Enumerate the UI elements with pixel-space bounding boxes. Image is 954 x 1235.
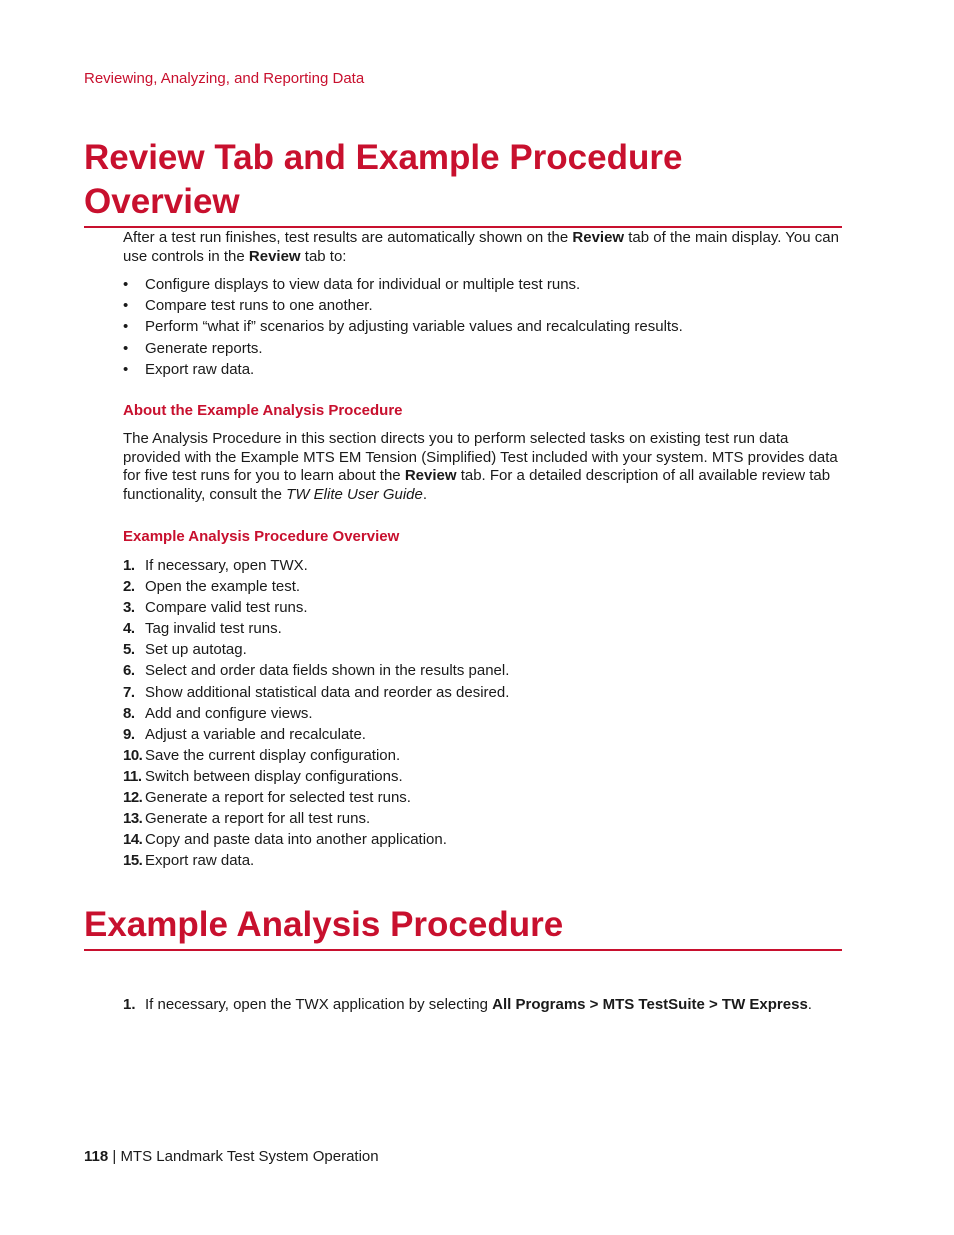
list-item [123,618,843,639]
step-number: 4. [123,620,135,638]
about-text-3: . [422,485,428,503]
list-item [123,766,843,787]
menu-path: All Programs > MTS TestSuite > TW Express [492,996,808,1013]
step-text: Generate a report for all test runs. [145,810,371,828]
step-number: 3. [123,599,135,617]
list-item-text: Perform “what if” scenarios by adjusting variable values and recalculating results. [145,318,683,336]
page-number: 118 [84,1148,109,1165]
step-number: 8. [123,704,135,722]
step-number: 9. [123,725,135,743]
section-title-review-tab: Review Tab and Example Procedure Overview [84,136,842,228]
list-item [123,703,843,724]
intro-text-1: After a test run finishes, test results are automatically shown on the [123,229,573,246]
overview-steps-list [123,555,843,871]
about-text-1: The Analysis Procedure in this section directs you to perform selected tasks on existing test run data provided with the Example MTS EM Tension (Simplified) Test included with your system. MTS provides data for five test runs for you to learn about the [123,430,838,484]
bullet-marker: • [123,339,129,357]
intro-bold-review-2: Review [248,247,301,265]
step-number: 13. [123,810,143,828]
bullet-marker: • [123,297,129,315]
step-text: If necessary, open the TWX application by selecting [145,996,493,1013]
step-number: 1. [123,557,135,574]
step-number: 15. [123,852,143,870]
step-number: 6. [123,662,135,680]
intro-text-3: tab to: [300,247,347,265]
list-item [123,850,843,871]
step-text: Show additional statistical data and reorder as desired. [145,683,510,701]
step-text: Open the example test. [145,578,301,596]
list-item [123,576,843,597]
list-item [123,359,843,380]
step-text: Export raw data. [145,852,255,870]
list-item [123,829,843,850]
list-item [123,295,843,316]
step-number: 14. [123,831,143,849]
step-number: 10. [123,746,143,764]
step-text: Add and configure views. [145,704,313,722]
step-text: Save the current display configuration. [145,746,401,764]
step-text: Select and order data fields shown in the results panel. [145,662,510,680]
list-item [123,808,843,829]
book-title: MTS Landmark Test System Operation [120,1148,379,1165]
step-text: Set up autotag. [145,641,247,659]
step-text: Compare valid test runs. [145,599,308,617]
list-item [123,338,843,359]
bullet-marker: • [123,318,129,336]
list-item [123,660,843,681]
procedure-step-1 [123,995,863,1015]
list-item [123,316,843,337]
capabilities-list [123,274,843,380]
footer-separator: | [108,1148,121,1165]
subheading-overview: Example Analysis Procedure Overview [123,528,400,545]
list-item-text: Compare test runs to one another. [145,297,373,315]
list-item [123,639,843,660]
list-item [123,682,843,703]
list-item [123,787,843,808]
step-text: Adjust a variable and recalculate. [145,725,366,743]
intro-paragraph [123,229,843,266]
page-footer [84,1148,379,1165]
list-item-text: Generate reports. [145,339,263,357]
step-number: 2. [123,578,135,596]
about-paragraph [123,430,843,504]
step-number: 5. [123,641,135,659]
list-item-text: Configure displays to view data for individual or multiple test runs. [145,276,581,293]
step-number: 12. [123,789,143,807]
step-text: Tag invalid test runs. [145,620,282,638]
about-text-2: tab. For a detailed description of all available review tab functionality, consult the [123,467,831,503]
about-guide-title: TW Elite User Guide [286,485,423,503]
list-item [123,745,843,766]
list-item-text: Export raw data. [145,360,255,378]
intro-bold-review-1: Review [572,229,625,246]
step-text-end: . [807,996,812,1013]
bullet-marker: • [123,276,129,293]
list-item [123,597,843,618]
bullet-marker: • [123,360,129,378]
section-title-example-analysis: Example Analysis Procedure [84,903,842,951]
step-number: 1. [123,996,136,1013]
list-item [123,724,843,745]
subheading-about: About the Example Analysis Procedure [123,402,403,419]
about-bold-review: Review [404,467,457,484]
running-header: Reviewing, Analyzing, and Reporting Data [84,70,365,87]
list-item [123,555,843,576]
list-item [123,274,843,295]
step-text: Generate a report for selected test runs. [145,789,411,807]
step-text: Copy and paste data into another application. [145,831,447,849]
intro-text-2: tab of the main display. You can use controls in the [123,229,839,265]
step-number: 7. [123,683,135,701]
step-text: Switch between display configurations. [145,767,403,785]
step-number: 11. [123,767,142,785]
step-text: If necessary, open TWX. [145,557,308,574]
